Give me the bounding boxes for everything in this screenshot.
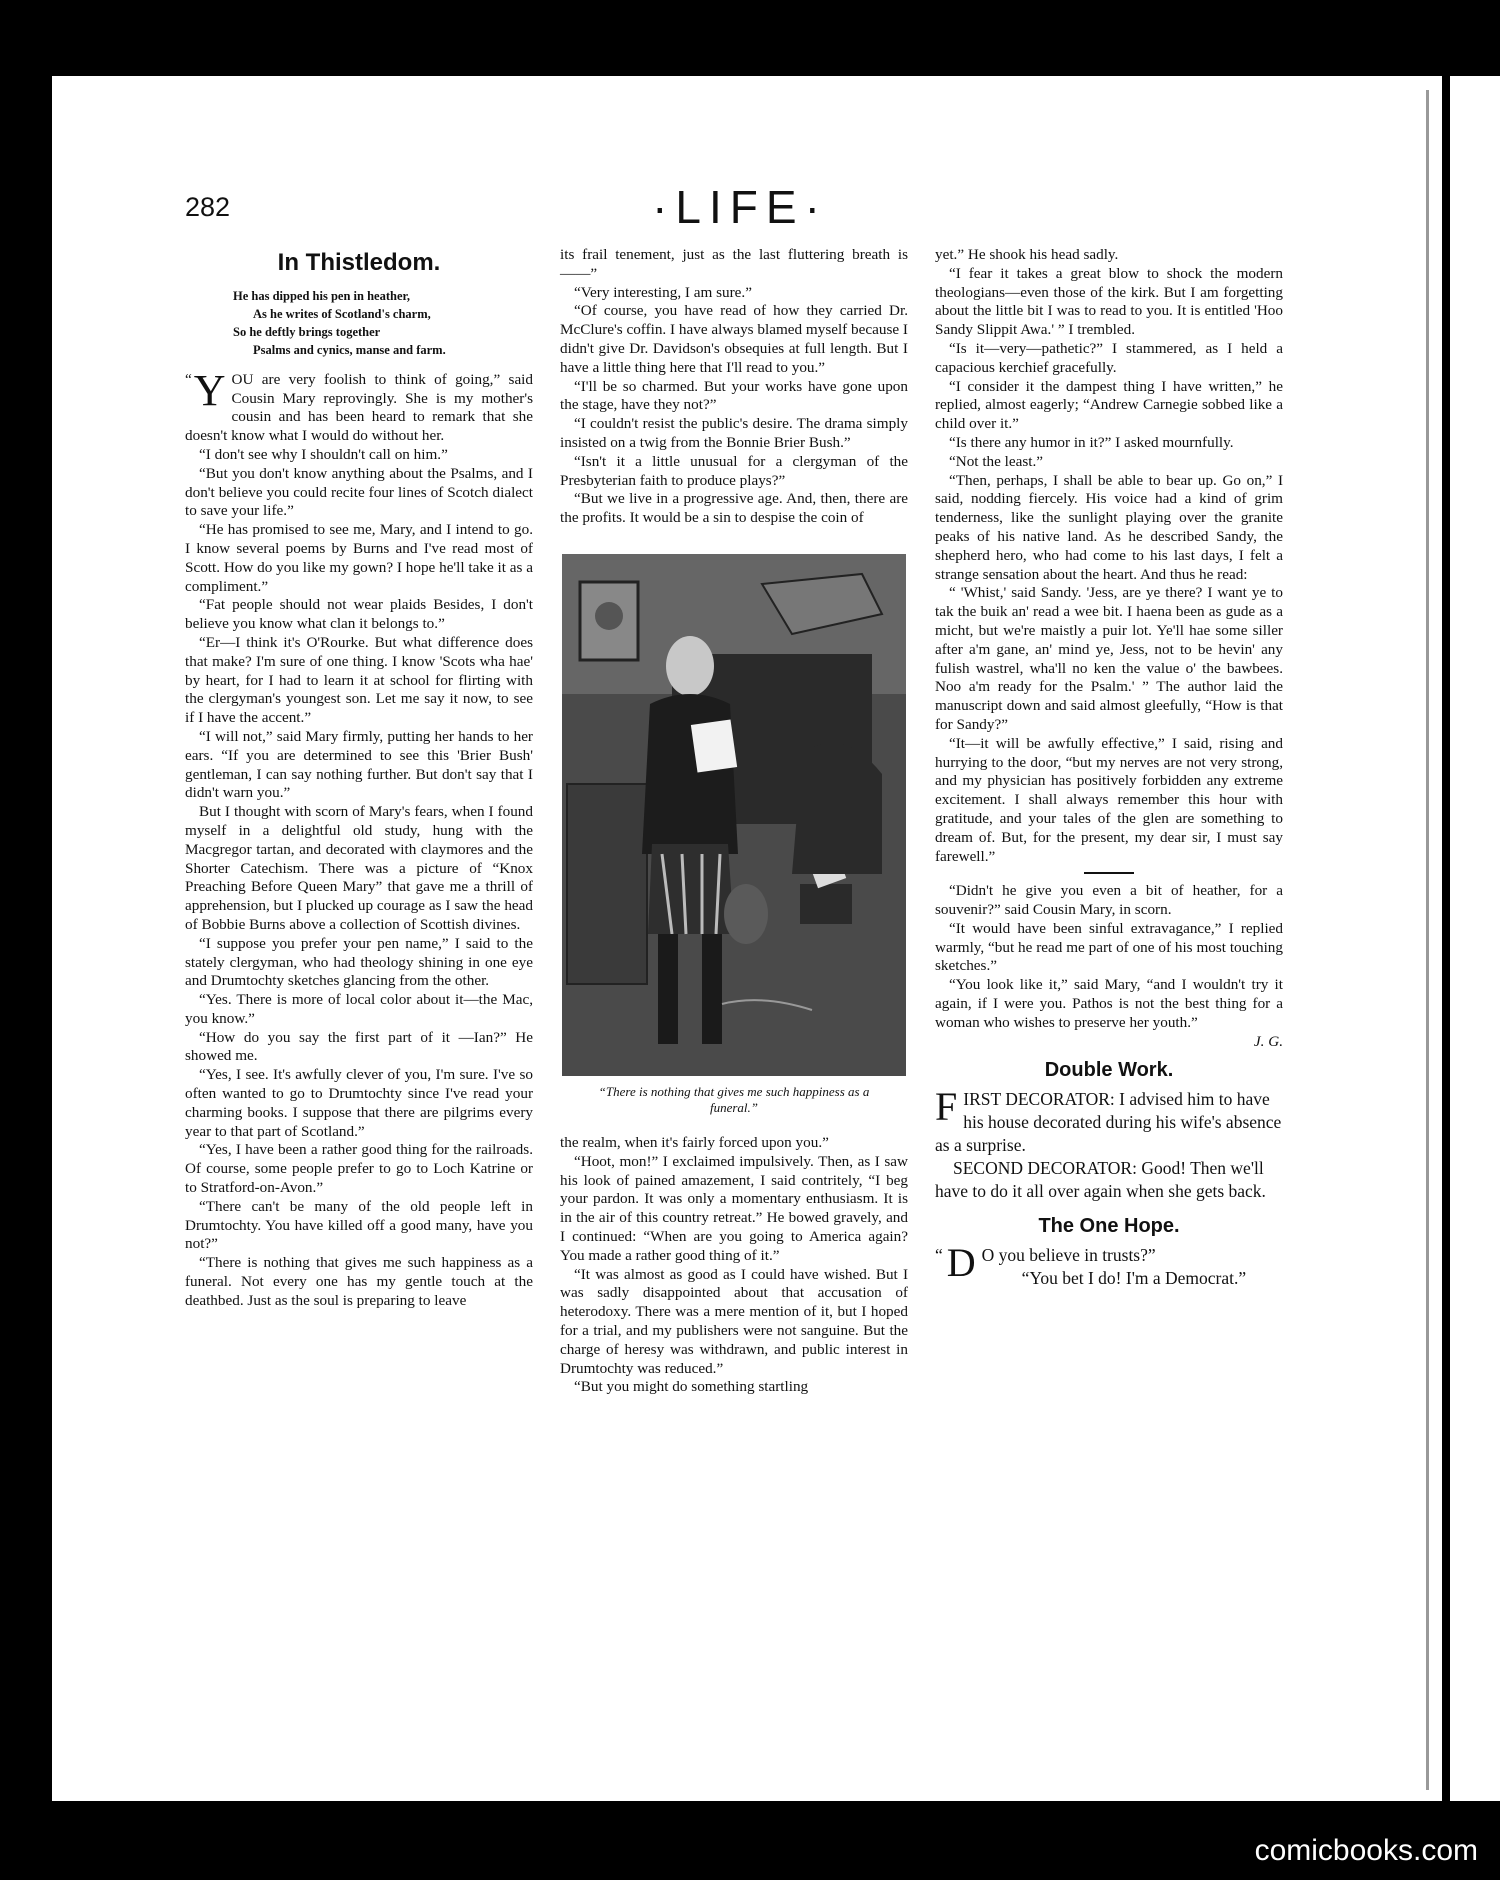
paragraph: “Er—I think it's O'Rourke. But what difference does that make? I'm sure of one thing. I know 'Scots wha hae' by heart, for I had to learn it at school for flirting with the clergyman's youngest son. Let me say it now, to see if I have the accent.” (185, 633, 533, 727)
paragraph: the realm, when it's fairly forced upon you.” (560, 1133, 829, 1151)
illustration-caption: “There is nothing that gives me such happiness as a funeral.” (598, 1083, 870, 1115)
paragraph: “Hoot, mon!” I exclaimed impulsively. Then, as I saw his look of pained amazement, I said contritely, “I beg your pardon. It was only a momentary enthusiasm. It is in the air of this country retreat.” He bowed gravely, and I continued: “When are you going to America again? You made a rather good thing of it.” (560, 1152, 908, 1264)
paragraph: “ 'Whist,' said Sandy. 'Jess, are ye there? I want ye to tak the buik an' read a wee bit. I haena been as gude as a micht, but we're maistly a puir lot. Ye'll hae some siller after a'm gane, an' mind ye, Jess, not to be hevin' any fulish wastrel, wha'll no ken the value o' the bawbees. Noo a'm ready for the Psalm.' ” The author laid the manuscript down and said almost gleefully, “How is that for Sandy?” (935, 584, 1283, 733)
paragraph: “It would have been sinful extravagance,” I replied warmly, “but he read me part of one of his most touching sketches.” (935, 919, 1283, 975)
paragraph: “Not the least.” (949, 452, 1044, 470)
paragraph: “I couldn't resist the public's desire. The drama simply insisted on a twig from the Bonnie Brier Bush.” (560, 415, 908, 451)
illustration-clergyman-reading (562, 554, 906, 1076)
paragraph: “Is there any humor in it?” I asked mournfully. (949, 433, 1234, 451)
drop-cap: F (935, 1084, 958, 1130)
paragraph: “But we live in a progressive age. And, then, there are the profits. It would be a sin to despise the coin of (560, 490, 908, 527)
column-3 (935, 246, 1283, 1290)
paragraph: “I will not,” said Mary firmly, putting her hands to her ears. “If you are determined to see this 'Brier Bush' gentleman, I can say nothing further. But don't say that I didn't warn you.” (185, 727, 533, 802)
verse-line: So he deftly brings together (233, 324, 381, 339)
paragraph: “Yes, I see. It's awfully clever of you, I'm sure. I've so often wanted to go to Drumtochty since I've read your charming books. I suppose that there are pilgrims every year to that part of Scotland.” (185, 1066, 533, 1140)
paragraph: “Didn't he give you even a bit of heather, for a souvenir?” said Cousin Mary, in scorn. (935, 882, 1283, 919)
paragraph: “It was almost as good as I could have wished. But I was sadly disappointed about that accusation of heterodoxy. There was a mere mention of it, but I hoped for a trial, and my publishers were not sanguine. But the charge of heresy was withdrawn, and public interest in Drumtochty was reduced.” (560, 1265, 908, 1377)
article-title: In Thistledom. (277, 249, 441, 276)
paragraph: But I thought with scorn of Mary's fears, when I found myself in a delightful old study, hung with the Macgregor tartan, and decorated with claymores and the Shorter Catechism. There was a picture of “Knox Preaching Before Queen Mary” that gave me a thrill of apprehension, but I plucked up courage as I saw the head of Bobbie Burns above a collection of Scottish divines. (185, 803, 533, 933)
paragraph-text: OU are very foolish to think of going,” said Cousin Mary reprovingly. She is my mother's cousin and has been heard to remark that she doesn't know what I would do without her. (185, 370, 533, 445)
paragraph: “Yes. There is more of local color about it—the Mac, you know.” (185, 991, 533, 1027)
paragraph: yet.” He shook his head sadly. (935, 246, 1119, 263)
drop-cap: Y (193, 365, 226, 415)
author-signature: J. G. (1253, 1032, 1283, 1050)
one-hope-line-1: “ D O you believe in trusts?” (935, 1240, 1156, 1286)
double-work-line-2: SECOND DECORATOR: Good! Then we'll have to do it all over again when she gets back. (935, 1158, 1266, 1202)
paragraph: “It—it will be awfully effective,” I said, rising and hurrying to the door, “but my nerves are not very strong, and my physician has positively forbidden any extreme excitement. I shall always remember this hour with gratitude, and your tales of the glen are something to dream of. But, for the present, my dear sir, I must say farewell.” (935, 734, 1283, 865)
section-divider (1084, 872, 1134, 874)
page-gutter (1426, 90, 1429, 1790)
paragraph: “I suppose you prefer your pen name,” I said to the stately clergyman, who had theology shining in one eye and Drumtochty sketches glancing from the other. (185, 934, 533, 990)
paragraph: “But you don't know anything about the Psalms, and I don't believe you could recite four lines of Scotch dialect to save your life.” (185, 464, 533, 520)
one-hope-line-2: “You bet I do! I'm a Democrat.” (1021, 1268, 1247, 1289)
one-hope-title: The One Hope. (1038, 1215, 1180, 1238)
verse-line: As he writes of Scotland's charm, (253, 306, 431, 321)
paragraph-text: IRST DECORATOR: I advised him to have his house decorated during his wife's absence as a surprise. (935, 1089, 1282, 1156)
paragraph: its frail tenement, just as the last fluttering breath is——” (560, 246, 908, 282)
paragraph: “You look like it,” said Mary, “and I wouldn't try it again, if I were you. Pathos is not the best thing for a woman who wishes to preserve her youth.” (935, 976, 1283, 1031)
paragraph: “Yes, I have been a rather good thing for the railroads. Of course, some people prefer to go to Loch Katrine or to Stratford-on-Avon.” (185, 1141, 533, 1197)
one-hope-text (935, 1240, 1283, 1290)
double-work-line-1 (935, 1084, 1283, 1157)
paragraph: “How do you say the first part of it —Ian?” He showed me. (185, 1028, 533, 1065)
paragraph: “Then, perhaps, I shall be able to bear up. Go on,” I said, nodding fiercely. His voice had a kind of grim tenderness, like the sunlight playing over the granite peaks of his native land. As he described Sandy, the shepherd hero, who had come to his last days, I felt a strange sensation about the heart. And thus he read: (935, 471, 1283, 583)
paragraph: “I don't see why I shouldn't call on him.” (199, 445, 448, 463)
opening-paragraph (185, 365, 533, 446)
illustration-drawing (562, 554, 906, 1076)
paragraph: “Of course, you have read of how they carried Dr. McClure's coffin. I have always blamed myself because I didn't give Dr. Davidson's obsequies at full length. But I have a little thing here that I'll read to you.” (560, 302, 908, 376)
watermark: comicbooks.com (1254, 1834, 1478, 1867)
paragraph: “There can't be many of the old people left in Drumtochty. You have killed off a good many, have you not?” (185, 1197, 533, 1253)
paragraph: “But you might do something startling (574, 1378, 809, 1396)
verse-line: He has dipped his pen in heather, (233, 288, 411, 303)
masthead: ·LIFE· (652, 181, 828, 233)
epigraph-verse (233, 287, 533, 359)
page-header (185, 180, 1295, 240)
next-page-edge (1446, 76, 1500, 1801)
paragraph: “I fear it takes a great blow to shock the modern theologians—even those of the kirk. But I am forgetting about the little bit I was to read to you. It is entitled 'Hoo Sandy Slippit Awa.' ” I trembled. (935, 264, 1283, 339)
paragraph: “There is nothing that gives me such happiness as a funeral. Not every one has my gentle touch at the deathbed. Just as the soul is preparing to leave (185, 1254, 533, 1309)
paragraph: “Isn't it a little unusual for a clergyman of the Presbyterian faith to produce plays?” (560, 452, 908, 489)
column-1 (185, 246, 533, 1311)
paragraph-text: O you believe in trusts?” (981, 1245, 1156, 1266)
double-work-title: Double Work. (1044, 1059, 1174, 1082)
page-number: 282 (185, 192, 231, 222)
paragraph: “I'll be so charmed. But your works have gone upon the stage, have they not?” (560, 377, 908, 414)
paragraph: “I consider it the dampest thing I have written,” he replied, almost eagerly; “Andrew Carnegie sobbed like a child over it.” (935, 377, 1283, 433)
opening-quote: “ (185, 370, 192, 388)
paragraph: “Is it—very—pathetic?” I stammered, as I held a capacious kerchief gracefully. (935, 339, 1283, 376)
paragraph: “Fat people should not wear plaids Besides, I don't believe you know what clan it belongs to.” (185, 596, 533, 633)
double-work-text (935, 1084, 1283, 1203)
paragraph: “Very interesting, I am sure.” (574, 283, 752, 301)
verse-line: Psalms and cynics, manse and farm. (253, 342, 446, 357)
column-2 (560, 246, 908, 1397)
paragraph: “He has promised to see me, Mary, and I intend to go. I know several poems by Burns and I've read most of Scott. How do you like my gown? I hope he'll take it as a compliment.” (185, 521, 533, 595)
drop-cap: D (946, 1240, 976, 1286)
